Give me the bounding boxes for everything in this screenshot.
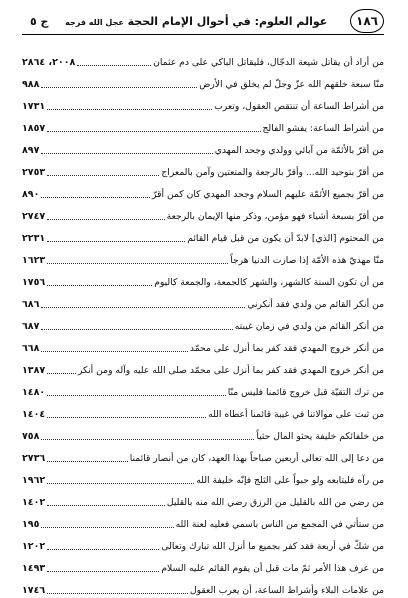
dot-leader bbox=[41, 329, 232, 330]
index-page bbox=[22, 8, 384, 596]
entry-number: ١٧٤٦ bbox=[22, 585, 46, 596]
index-entry bbox=[22, 378, 384, 400]
entry-text: من أن تكون السنة كالشهر، والشهر كالجمعة، والجمعة كاليوم bbox=[154, 277, 384, 288]
entry-number: ٨٩٠ bbox=[22, 189, 40, 200]
entry-number: ١٢٠٢ bbox=[22, 541, 46, 552]
entry-text: من أراد أن يقاتل شيعة الدجّال، فليقاتل الباكي على دم عثمان bbox=[153, 57, 384, 68]
index-entry bbox=[22, 400, 384, 422]
index-entry bbox=[22, 532, 384, 554]
dot-leader bbox=[47, 571, 159, 572]
header-divider bbox=[22, 34, 384, 35]
entry-number: ١٤٩٣ bbox=[22, 563, 46, 574]
dot-leader bbox=[47, 461, 128, 462]
dot-leader bbox=[47, 373, 76, 374]
entry-text: من أنكر خروج المهدي فقد كفر بما أنزل على محمّد bbox=[189, 343, 384, 354]
page-header bbox=[22, 8, 384, 34]
entry-number: ١٩٥ bbox=[22, 519, 40, 530]
entry-text: من ترك التقيّة قبل خروج قائمنا فليس منّا bbox=[227, 387, 384, 398]
dot-leader bbox=[47, 241, 185, 242]
entry-text: من أشراط الساعة: يفشو الفالج bbox=[262, 123, 384, 134]
dot-leader bbox=[47, 395, 225, 396]
index-entry bbox=[22, 576, 384, 598]
entry-text: من ثبت على موالاتنا في غيبة قائمنا أعطاه الله bbox=[208, 409, 384, 420]
entry-number: ١٧٣١ bbox=[22, 101, 46, 112]
dot-leader bbox=[41, 153, 212, 154]
dot-leader bbox=[41, 307, 245, 308]
entry-number: ٦٨٧ bbox=[22, 321, 40, 332]
index-entry bbox=[22, 48, 384, 70]
dot-leader bbox=[41, 87, 197, 88]
entry-text: من أنكر القائم من ولدي في زمان غيبته bbox=[234, 321, 384, 332]
index-entry bbox=[22, 356, 384, 378]
index-entry bbox=[22, 70, 384, 92]
entry-text: من دعا إلى الله تعالى أربعين صباحاً بهذا العهد، كان من أنصار قائمنا bbox=[129, 453, 384, 464]
entry-number: ١٣٨٧ bbox=[22, 365, 46, 376]
entry-text: من شكّ في أربعة فقد كفر بجميع ما أنزل الله تبارك وتعالى bbox=[161, 541, 384, 552]
entry-text: من خلفائكم خليفة يحثو المال حثياً bbox=[256, 431, 384, 442]
index-entry bbox=[22, 158, 384, 180]
entry-text: من علامات البلاء وأشراط الساعة، أن يعرب العقول bbox=[189, 585, 384, 596]
entry-text: من ستأتي في المجمع من الناس باسمي فعليه لعنة الله bbox=[175, 519, 384, 530]
volume-label: ج ٥ bbox=[30, 14, 49, 28]
entry-number: ١٤٨٠ bbox=[22, 387, 46, 398]
dot-leader bbox=[41, 197, 150, 198]
entry-number: ٢٧٣٦ bbox=[22, 453, 46, 464]
entry-text: من أقرّ بسبعة أشياء فهو مؤمن، وذكر منها الإيمان بالرجعة bbox=[166, 211, 384, 222]
entry-text: من أشراط الساعة أن تنتقص العقول، وتعرب bbox=[214, 101, 384, 112]
entry-number: ٨٩٧ bbox=[22, 145, 40, 156]
index-entry bbox=[22, 444, 384, 466]
index-entry bbox=[22, 510, 384, 532]
index-entry bbox=[22, 312, 384, 334]
dot-leader bbox=[47, 131, 260, 132]
entry-number: ٦٦٨ bbox=[22, 343, 40, 354]
entry-text: من أنكر خروج المهدي فقد كفر بما أنزل على محمّد صلى الله عليه وآله ومن أنكر bbox=[77, 365, 384, 376]
index-entry bbox=[22, 180, 384, 202]
honorific-seal: عجل الله فرجه bbox=[65, 17, 124, 27]
entry-text: من أقرّ بتوحيد الله... وأقرّ بالرجعة والمتعتين وآمن بالمعراج bbox=[161, 167, 384, 178]
entry-number: ٩٨٨ bbox=[22, 79, 40, 90]
index-entry bbox=[22, 246, 384, 268]
entry-number: ٢٠٠٨، ٢٨٦٤ bbox=[22, 57, 76, 68]
dot-leader bbox=[41, 439, 254, 440]
index-entries bbox=[22, 48, 384, 598]
dot-leader bbox=[47, 109, 212, 110]
dot-leader bbox=[47, 219, 164, 220]
dot-leader bbox=[47, 417, 206, 418]
entry-number: ٦٨٦ bbox=[22, 299, 40, 310]
entry-number: ٢٧٤٧ bbox=[22, 211, 46, 222]
entry-number: ٢٢٣١ bbox=[22, 233, 46, 244]
index-entry bbox=[22, 466, 384, 488]
dot-leader bbox=[47, 175, 159, 176]
entry-number: ١٤٠٢ bbox=[22, 497, 46, 508]
entry-number: ٢٧٥٣ bbox=[22, 167, 46, 178]
entry-number: ١٦٢٣ bbox=[22, 255, 46, 266]
entry-number: ١٤٠٤ bbox=[22, 409, 46, 420]
index-entry bbox=[22, 554, 384, 576]
entry-text: من أنكر القائم من ولدي فقد أنكرني bbox=[247, 299, 384, 310]
entry-number: ١٨٥٧ bbox=[22, 123, 46, 134]
entry-number: ١٩٦٢ bbox=[22, 475, 46, 486]
entry-text: من رآه فليتابعه ولو حبواً على الثلج فإنّه خليفة الله bbox=[196, 475, 384, 486]
entry-text: منّا مهديّ هذه الأمّة إذا صارت الدنيا هرجاً bbox=[230, 255, 384, 266]
book-title-text: عوالم العلوم: في أحوال الإمام الحجة bbox=[127, 14, 328, 28]
entry-text: من عرف هذا الأمر ثمّ مات قبل أن يقوم القائم عليه السلام bbox=[161, 563, 384, 574]
index-entry bbox=[22, 488, 384, 510]
dot-leader bbox=[47, 285, 152, 286]
dot-leader bbox=[41, 351, 187, 352]
dot-leader bbox=[47, 593, 188, 594]
index-entry bbox=[22, 114, 384, 136]
index-entry bbox=[22, 136, 384, 158]
dot-leader bbox=[47, 263, 228, 264]
index-entry bbox=[22, 92, 384, 114]
dot-leader bbox=[47, 505, 165, 506]
dot-leader bbox=[47, 549, 159, 550]
entry-text: من أقرّ بالأئمّة من آبائي وولدي وجحد المهدي bbox=[214, 145, 384, 156]
entry-text: من أقرّ بجميع الأئمّة عليهم السلام وجحد المهدي كان كمن أقرّ bbox=[152, 189, 384, 200]
page-number: ١٨٦ bbox=[350, 9, 384, 33]
index-entry bbox=[22, 290, 384, 312]
dot-leader bbox=[77, 65, 151, 66]
entry-number: ٧٥٨ bbox=[22, 431, 40, 442]
index-entry bbox=[22, 422, 384, 444]
index-entry bbox=[22, 224, 384, 246]
index-entry bbox=[22, 268, 384, 290]
entry-text: من رضي من الله بالقليل من الرزق رضي الله منه بالقليل bbox=[166, 497, 384, 508]
book-title bbox=[48, 15, 350, 28]
dot-leader bbox=[41, 527, 173, 528]
entry-number: ١٧٥٦ bbox=[22, 277, 46, 288]
dot-leader bbox=[47, 483, 194, 484]
entry-text: منّا سبعة خلقهم الله عزّ وجلّ لم يخلق في الأرض bbox=[199, 79, 384, 90]
entry-text: من المحتوم [الذي] لابدّ أن يكون من قبل قيام القائم bbox=[187, 233, 384, 244]
index-entry bbox=[22, 334, 384, 356]
index-entry bbox=[22, 202, 384, 224]
